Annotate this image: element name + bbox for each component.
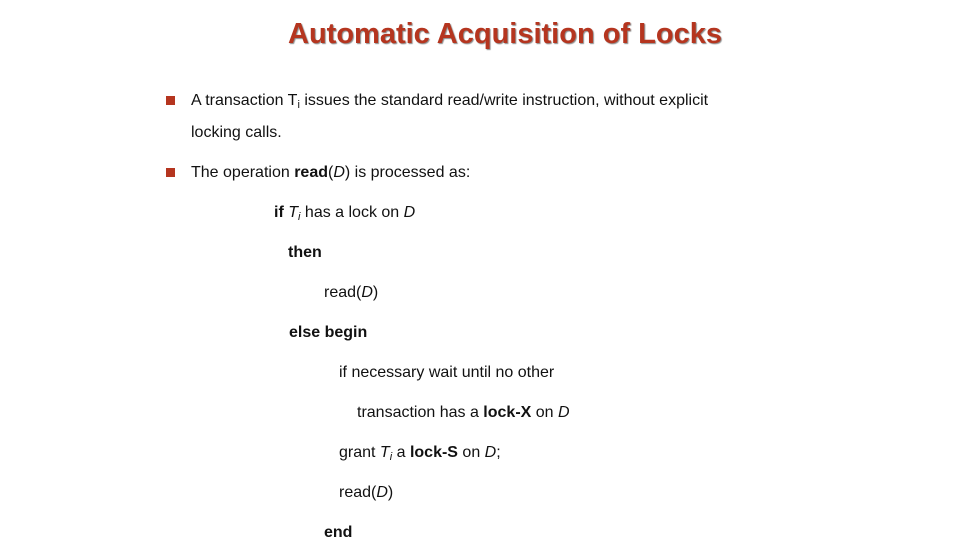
code-line-then: then [288, 244, 322, 261]
code-t-sub: i [298, 211, 301, 223]
code-line-end: end [324, 524, 353, 541]
code-on-1: on [531, 404, 558, 421]
bullet-1-part2: issues the standard read/write instruction, without explicit [299, 92, 709, 109]
code-read-1-close: ) [372, 284, 379, 301]
bullet-1-text [191, 92, 708, 111]
bullet-1-subscript: i [297, 99, 300, 111]
code-on-2: on [457, 444, 485, 461]
code-read-1: read( [324, 284, 362, 301]
code-txn-d: D [558, 404, 570, 421]
bullet-marker-1 [166, 96, 175, 105]
bullet-2-op: read [294, 164, 328, 181]
bullet-1-continuation: locking calls. [191, 124, 282, 141]
code-txn: transaction has a [357, 404, 484, 421]
code-lock-s: lock-S [409, 444, 458, 461]
bullet-2-var: D [333, 164, 345, 181]
code-lock-x: lock-X [483, 404, 532, 421]
code-grant-t: T [379, 444, 390, 461]
code-line-read-2 [339, 484, 393, 502]
code-read-2-d: D [376, 484, 388, 501]
bullet-2-open: ( [327, 164, 334, 181]
slide-title: Automatic Acquisition of Locks [288, 18, 722, 50]
code-has-lock: has a lock on [300, 204, 404, 221]
code-read-2-close: ) [387, 484, 394, 501]
code-grant-a: a [392, 444, 410, 461]
code-line-else-begin: else begin [289, 324, 368, 341]
code-line-grant [339, 444, 501, 463]
code-grant-t-sub: i [389, 451, 393, 463]
code-grant-d: D [484, 444, 497, 461]
bullet-2-suffix: ) is processed as: [344, 164, 471, 181]
code-line-wait: if necessary wait until no other [339, 364, 555, 381]
code-t: T [288, 204, 299, 221]
code-line-transaction [357, 404, 570, 422]
bullet-2-text [191, 164, 470, 182]
code-line-if [274, 204, 415, 223]
code-read-1-d: D [361, 284, 373, 301]
code-d: D [403, 204, 416, 221]
bullet-marker-2 [166, 168, 175, 177]
code-line-read-1 [324, 284, 378, 302]
code-read-2: read( [339, 484, 377, 501]
code-if-keyword: if [274, 204, 284, 221]
code-semicolon: ; [496, 444, 501, 461]
code-grant: grant [339, 444, 380, 461]
bullet-2-prefix: The operation [191, 164, 295, 181]
bullet-1-part1: A transaction T [191, 92, 298, 109]
